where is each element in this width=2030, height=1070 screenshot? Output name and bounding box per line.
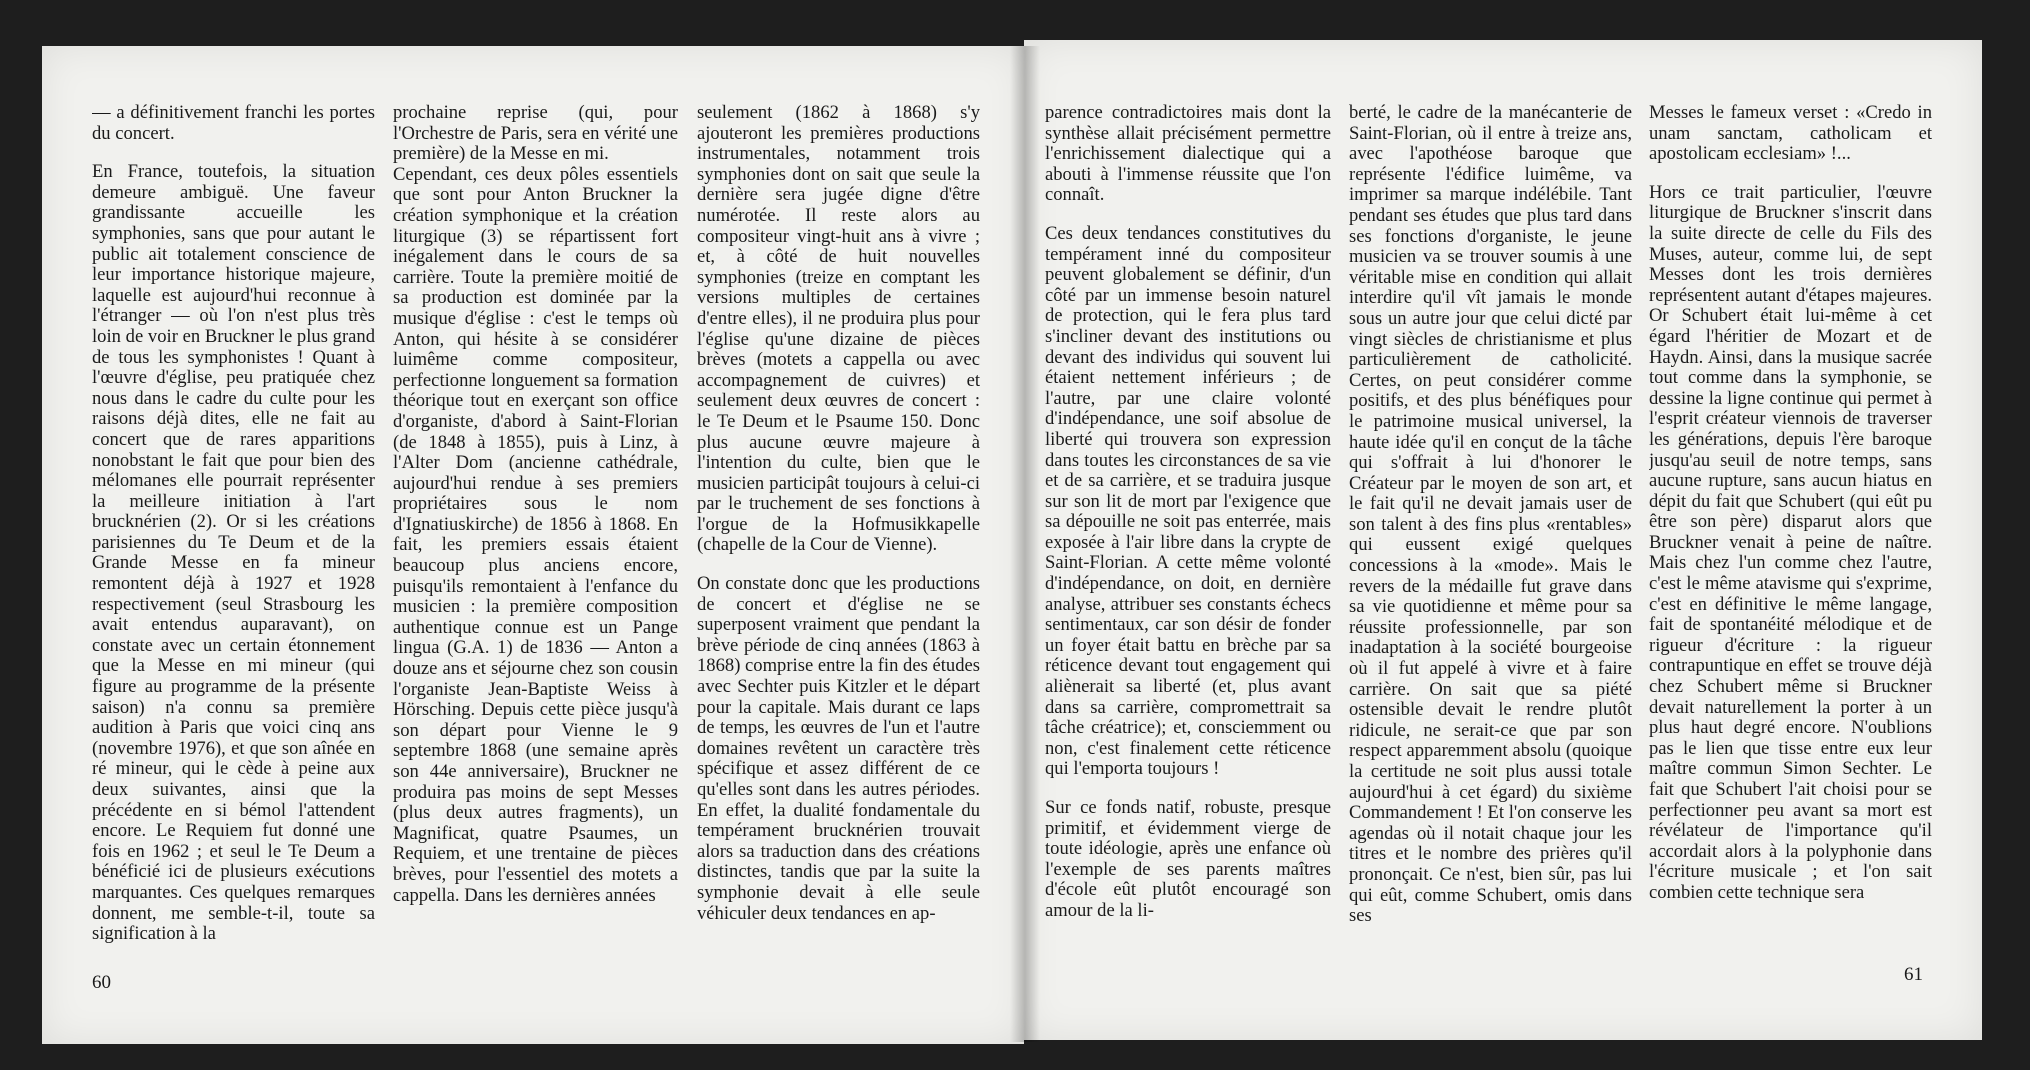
paragraph: prochaine reprise (qui, pour l'Orchestre de Paris, sera en vérité une première) de la Messe en mi. <box>393 103 678 165</box>
paragraph: berté, le cadre de la manécanterie de Saint-Florian, où il entre à treize ans, avec l'apothéose baroque que représente l'édifice luimême, va imprimer sa marque indélébile. Tant pendant ses études que plus tard dans ses fonctions d'organiste, le jeune musicien va se trouver soumis à une véritable mise en condition qui allait interdire qu'il vît jamais le monde sous un autre jour que celui dicté par vingt siècles de christianisme et plus particulièrement de catholicité. Certes, on peut considérer comme positifs, et des plus bénéfiques pour le patrimoine musical universel, la haute idée qu'il en conçut de la tâche qui s'offrait à lui d'honorer le Créateur par le moyen de son art, et le fait qu'il ne devait jamais user de son talent à des fins plus «rentables» qui eussent exigé quelques concessions à la «mode». Mais le revers de la médaille fut grave dans sa vie quotidienne et même pour sa réussite professionnelle, par son inadaptation à la société bourgeoise où il fut appelé à vivre et à faire carrière. On sait que sa piété ostensible devait le rendre plutôt ridicule, ne serait-ce que par son respect apparemment absolu (quoique la certitude ne soit plus aussi totale aujourd'hui à cet égard) du sixième Commandement ! Et l'on conserve les agendas où il notait chaque jour les titres et le nombre des prières qu'il prononçait. Ce n'est, bien sûr, pas lui qui eût, comme Schubert, omis dans ses <box>1349 103 1632 927</box>
text-column-5 <box>1349 103 1632 983</box>
paragraph: Sur ce fonds natif, robuste, presque primitif, et évidemment vierge de toute idéologie, après une enfance où l'exemple de ses parents maîtres d'école eût plutôt encouragé son amour de la li- <box>1045 797 1331 921</box>
text-column-3 <box>697 103 980 983</box>
paragraph: seulement (1862 à 1868) s'y ajouteront les premières productions instrumentales, notamment trois symphonies dont on sait que seule la dernière sera jugée digne d'être numérotée. Il reste alors au compositeur vingt-huit ans à vivre ; et, à côté de huit nouvelles symphonies (treize en comptant les versions multiples de certaines d'entre elles), il ne produira plus pour l'église qu'une dizaine de pièces brèves (motets a cappella ou avec accompagnement de cuivres) et seulement deux œuvres de concert : le Te Deum et le Psaume 150. Donc plus aucune œuvre majeure à l'intention du culte, bien que le musicien participât toujours à celui-ci par le truchement de ses fonctions à l'orgue de la Hofmusikkapelle (chapelle de la Cour de Vienne). <box>697 103 980 556</box>
page-number: 61 <box>1904 964 1923 985</box>
paragraph: En France, toutefois, la situation demeure ambiguë. Une faveur grandissante accueille les symphonies, sans que pour autant le public ait totalement conscience de leur importance historique majeure, laquelle est aujourd'hui reconnue à l'étranger — où l'on n'est plus très loin de voir en Bruckner le plus grand de tous les symphonistes ! Quant à l'œuvre d'église, peu pratiquée chez nous dans le cadre du culte pour les raisons déjà dites, elle ne fait au concert que de rares apparitions nonobstant le fait que pour bien des mélomanes elle pourrait représenter la meilleure initiation à l'art brucknérien (2). Or si les créations parisiennes du Te Deum et de la Grande Messe en fa mineur remontent déjà à 1927 et 1928 respectivement (seul Strasbourg les avait entendus auparavant), on constate avec un certain étonnement que la Messe en mi mineur (qui figure au programme de la présente saison) n'a connu sa première audition à Paris que voici cinq ans (novembre 1976), et que son aînée en ré mineur, qui le cède à peine aux deux suivantes, ainsi que la précédente en si bémol l'attendent encore. Le Requiem fut donné une fois en 1962 ; et seul le Te Deum a bénéficié ici de plusieurs exécutions marquantes. Ces quelques remarques donnent, me semble-t-il, toute sa signification à la <box>92 161 375 945</box>
page-number: 60 <box>92 972 111 993</box>
text-column-1 <box>92 103 375 983</box>
paragraph: Ces deux tendances constitutives du tempérament inné du compositeur peuvent globalement se définir, d'un côté par un immense besoin naturel de protection, qui le fera plus tard s'incliner devant des institutions ou devant des individus qui souvent lui étaient nettement inférieurs ; de l'autre, par une claire volonté d'indépendance, une soif absolue de liberté qui trouvera son expression dans toutes les circonstances de sa vie et de sa carrière, et se traduira jusque sur son lit de mort par l'exigence que sa dépouille ne soit pas enterrée, mais exposée à l'air libre dans la crypte de Saint-Florian. A cette même volonté d'indépendance, on doit, en dernière analyse, attribuer ses constants échecs sentimentaux, car son désir de fonder un foyer était battu en brèche par sa réticence devant tout engagement qui aliènerait sa liberté (et, plus avant dans sa carrière, compromettrait sa tâche créatrice); et, consciemment ou non, c'est finalement cette réticence qui l'emporta toujours ! <box>1045 222 1331 780</box>
text-column-6 <box>1649 103 1932 983</box>
text-column-2 <box>393 103 678 983</box>
paragraph: — a définitivement franchi les portes du concert. <box>92 103 375 144</box>
text-column-4 <box>1045 103 1331 983</box>
paragraph: Hors ce trait particulier, l'œuvre liturgique de Bruckner s'inscrit dans la suite directe de celle du Fils des Muses, auteur, comme lui, de sept Messes dont les trois dernières représentent autant d'étapes majeures. Or Schubert était lui-même à cet égard l'héritier de Mozart et de Haydn. Ainsi, dans la musique sacrée tout comme dans la symphonie, se dessine la ligne continue qui permet à l'esprit créateur viennois de traverser les générations, depuis l'ère baroque jusqu'au seuil de notre temps, sans aucune rupture, sans aucun hiatus en dépit du fait que Schubert (qui eût pu être son père) disparut alors que Bruckner venait à peine de naître. Mais chez l'un comme chez l'autre, c'est le même atavisme qui s'exprime, c'est en définitive le même langage, fait de spontanéité mélodique et de rigueur d'écriture : la rigueur contrapuntique en effet se trouve déjà chez Schubert même si Bruckner devait naturellement la porter à un plus haut degré encore. N'oublions pas le lien que tisse entre eux leur maître commun Simon Sechter. Le fait que Schubert l'ait choisi pour se perfectionner peu avant sa mort est révélateur de l'importance qu'il accordait alors à la polyphonie dans l'écriture musicale ; et l'on sait combien cette technique sera <box>1649 181 1932 903</box>
paragraph: On constate donc que les productions de concert et d'église ne se superposent vraiment que pendant la brève période de cinq années (1863 à 1868) comprise entre la fin des études avec Sechter puis Kitzler et le départ pour la capitale. Mais durant ce laps de temps, les œuvres de l'un et l'autre domaines revêtent un caractère très spécifique et assez différent de ce qu'elles sont dans les autres périodes. En effet, la dualité fondamentale du tempérament brucknérien trouvait alors sa traduction dans des créations distinctes, tandis que par la suite la symphonie devait à elle seule véhiculer deux tendances en ap- <box>697 573 980 924</box>
paragraph: parence contradictoires mais dont la synthèse allait précisément permettre l'enrichissement dialectique qui a abouti à l'immense réussite que l'on connaît. <box>1045 103 1331 206</box>
paragraph: Messes le fameux verset : «Credo in unam sanctam, catholicam et apostolicam ecclesiam» !... <box>1649 103 1932 165</box>
paragraph: Cependant, ces deux pôles essentiels que sont pour Anton Bruckner la création symphonique et la création liturgique (3) se répartissent fort inégalement dans le cours de sa carrière. Toute la première moitié de sa production est dominée par la musique d'église : c'est le temps où Anton, qui hésite à se considérer luimême comme compositeur, perfectionne longuement sa formation théorique tout en exerçant son office d'organiste, d'abord à Saint-Florian (de 1848 à 1855), puis à Linz, à l'Alter Dom (ancienne cathédrale, aujourd'hui rendue à ses premiers propriétaires sous le nom d'Ignatiuskirche) de 1856 à 1868. En fait, les premiers essais étaient beaucoup plus anciens encore, puisqu'ils remontaient à l'enfance du musicien : la première composition authentique connue est un Pange lingua (G.A. 1) de 1836 — Anton a douze ans et séjourne chez son cousin l'organiste Jean-Baptiste Weiss à Hörsching. Depuis cette pièce jusqu'à son départ pour Vienne le 9 septembre 1868 (une semaine après son 44e anniversaire), Bruckner ne produira pas moins de sept Messes (plus deux autres fragments), un Magnificat, quatre Psaumes, un Requiem, et une trentaine de pièces brèves, pour l'essentiel des motets a cappella. Dans les dernières années <box>393 163 678 906</box>
